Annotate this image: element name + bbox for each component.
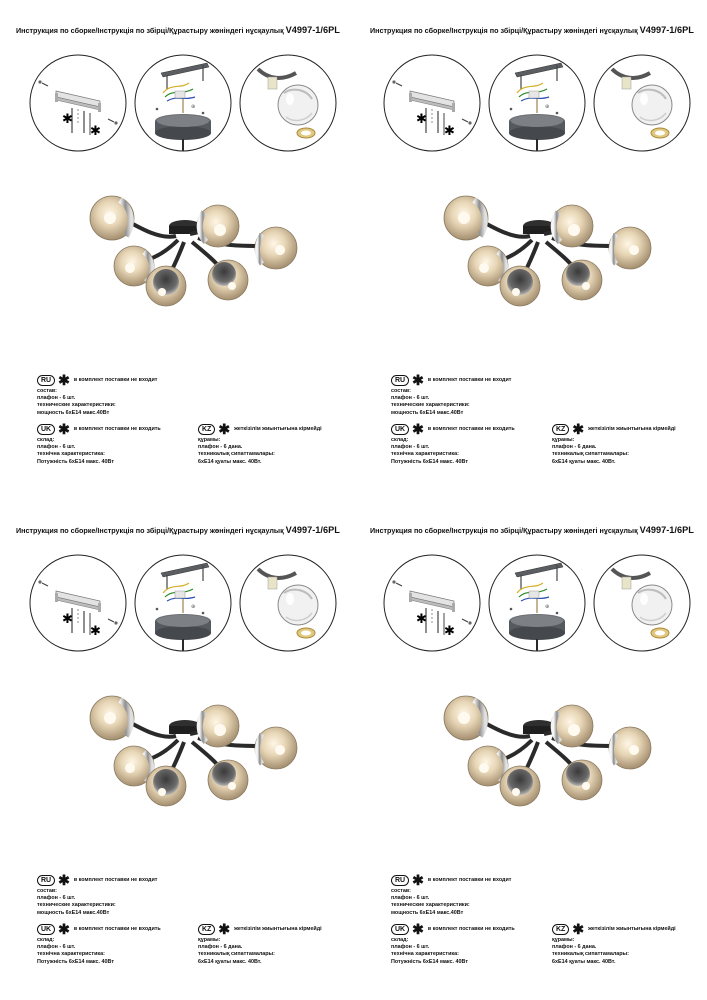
lampshade-globe [609,227,651,269]
spec-line: плафон - 6 шт. [391,395,430,402]
star-mark: ✱ [62,612,73,627]
not-included-note-ru: в комплект поставки не входит [427,376,512,383]
spec-line: плафон - 6 шт. [37,444,76,451]
lampshade-globe [562,760,602,800]
spec-line: Потужність 6хЕ14 макс. 40Вт [37,458,114,465]
star-mark: ✱ [90,124,101,139]
model-number: V4997-1/6PL [285,525,340,535]
panel-title-text: Инструкция по сборке/Інструкція по збірці/Құрастыру жөніндегі нұсқаулық [16,26,286,35]
lampshade-globe [551,205,593,247]
chandelier-illustration [434,690,664,820]
spec-line: склад: [391,937,409,943]
svg-text:⊕: ⊕ [191,604,196,610]
not-included-note-ru: в комплект поставки не входит [427,876,512,883]
language-badge-kz: KZ [198,924,215,935]
language-badge-kz: KZ [552,924,569,935]
not-included-note-kz: жеткізілім жиынтығына кірмейді [234,925,322,932]
spec-line: техникалық сипаттамалары: [198,451,275,458]
step-1-mounting-bracket [28,53,128,153]
language-badge-ru: RU [391,875,409,886]
language-badge-kz: KZ [552,424,569,435]
spec-line: склад: [391,437,409,443]
panel-title [370,25,700,35]
star-mark: ✱ [444,624,455,639]
spec-line: 6хЕ14 қуаты макс. 40Вт. [198,958,262,965]
spec-line: плафон - 6 дана. [198,444,243,451]
spec-block-ru [391,874,511,917]
spec-line: мощность 6хЕ14 макс.40Вт [37,909,110,916]
spec-block-kz [198,423,322,466]
lampshade-globe [255,227,297,269]
lampshade-install-illustration [592,553,692,653]
spec-block-ru [37,874,157,917]
spec-line: технічна характеристика: [37,951,105,958]
spec-line: Потужність 6хЕ14 макс. 40Вт [391,458,468,465]
panel-title-text: Инструкция по сборке/Інструкція по збірці/Құрастыру жөніндегі нұсқаулық [16,526,286,535]
instruction-panel-1 [0,0,353,500]
lampshade-globe [500,266,540,306]
language-badge-uk: UK [37,924,55,935]
spec-line: плафон - 6 шт. [37,895,76,902]
step-3-lampshade-install [238,53,338,153]
spec-line: технические характеристики: [391,902,470,909]
spec-line: мощность 6хЕ14 макс.40Вт [391,909,464,916]
star-icon: ✱ [218,421,231,437]
spec-block-uk [391,423,515,466]
not-included-note-kz: жеткізілім жиынтығына кірмейді [234,425,322,432]
spec-line: Потужність 6хЕ14 макс. 40Вт [391,958,468,965]
star-mark: ✱ [416,612,427,627]
lampshade-globe [146,266,186,306]
language-badge-uk: UK [391,924,409,935]
instruction-panel-3 [0,500,353,1000]
star-mark: ✱ [62,112,73,127]
not-included-note-ru: в комплект поставки не входит [73,876,158,883]
spec-line: технічна характеристика: [37,451,105,458]
spec-block-kz [552,423,676,466]
lampshade-globe [208,260,248,300]
instruction-panel-4 [354,500,707,1000]
star-icon: ✱ [58,372,70,388]
spec-line: 6хЕ14 қуаты макс. 40Вт. [552,958,616,965]
lampshade-globe [255,727,297,769]
step-3-lampshade-install [592,553,692,653]
language-badge-ru: RU [37,875,55,886]
language-badge-ru: RU [391,375,409,386]
lampshade-globe [444,696,488,740]
star-mark: ✱ [90,624,101,639]
star-icon: ✱ [412,421,424,437]
step-1-mounting-bracket [28,553,128,653]
language-badge-kz: KZ [198,424,215,435]
model-number: V4997-1/6PL [639,25,694,35]
spec-line: состав: [37,388,57,394]
step-2-wiring-canopy [487,553,587,653]
not-included-note-ru: в комплект поставки не входит [73,376,158,383]
mounting-bracket-illustration [382,53,482,153]
lampshade-globe [90,696,134,740]
wiring-canopy-illustration [133,553,233,653]
spec-line: мощность 6хЕ14 макс.40Вт [37,409,110,416]
model-number: V4997-1/6PL [285,25,340,35]
not-included-note-uk: в комплект поставки не входить [73,925,161,932]
spec-line: технические характеристики: [391,402,470,409]
star-icon: ✱ [412,372,424,388]
lampshade-install-illustration [238,553,338,653]
spec-line: плафон - 6 шт. [391,944,430,951]
step-1-mounting-bracket [382,553,482,653]
star-icon: ✱ [58,921,70,937]
spec-line: Потужність 6хЕ14 макс. 40Вт [37,958,114,965]
spec-line: склад: [37,437,55,443]
spec-block-ru [391,374,511,417]
language-badge-uk: UK [391,424,409,435]
wiring-canopy-illustration [487,53,587,153]
spec-line: құрамы: [198,937,221,943]
spec-block-ru [37,374,157,417]
spec-line: техникалық сипаттамалары: [552,451,629,458]
spec-line: құрамы: [198,437,221,443]
spec-line: плафон - 6 дана. [198,944,243,951]
mounting-bracket-illustration [28,53,128,153]
star-icon: ✱ [412,872,424,888]
panel-title [16,525,346,535]
spec-line: плафон - 6 дана. [552,944,597,951]
star-icon: ✱ [58,872,70,888]
chandelier-illustration [434,190,664,320]
not-included-note-kz: жеткізілім жиынтығына кірмейді [588,425,676,432]
spec-block-uk [391,923,515,966]
spec-line: плафон - 6 дана. [552,444,597,451]
svg-text:⊕: ⊕ [545,104,550,110]
wiring-canopy-illustration [487,553,587,653]
panel-title-text: Инструкция по сборке/Інструкція по збірці/Құрастыру жөніндегі нұсқаулық [370,526,640,535]
mounting-bracket-illustration [382,553,482,653]
lampshade-globe [562,260,602,300]
lampshade-globe [146,766,186,806]
panel-title [16,25,346,35]
lampshade-globe [197,705,239,747]
lampshade-globe [609,727,651,769]
spec-block-kz [552,923,676,966]
mounting-bracket-illustration [28,553,128,653]
spec-line: плафон - 6 шт. [391,444,430,451]
spec-line: құрамы: [552,437,575,443]
not-included-note-uk: в комплект поставки не входить [427,425,515,432]
lampshade-globe [90,196,134,240]
lampshade-globe [197,205,239,247]
chandelier-illustration [80,190,310,320]
svg-text:⊕: ⊕ [545,604,550,610]
spec-block-uk [37,923,161,966]
step-3-lampshade-install [592,53,692,153]
star-icon: ✱ [412,921,424,937]
lampshade-install-illustration [592,53,692,153]
spec-block-kz [198,923,322,966]
lampshade-globe [500,766,540,806]
step-2-wiring-canopy [133,53,233,153]
spec-line: технические характеристики: [37,902,116,909]
panel-title-text: Инструкция по сборке/Інструкція по збірці/Құрастыру жөніндегі нұсқаулық [370,26,640,35]
step-2-wiring-canopy [133,553,233,653]
spec-line: состав: [391,888,411,894]
chandelier-illustration [80,690,310,820]
spec-line: состав: [37,888,57,894]
spec-line: плафон - 6 шт. [37,944,76,951]
spec-line: состав: [391,388,411,394]
star-mark: ✱ [416,112,427,127]
lampshade-globe [444,196,488,240]
svg-text:⊕: ⊕ [191,104,196,110]
spec-line: техникалық сипаттамалары: [198,951,275,958]
star-icon: ✱ [572,921,585,937]
step-1-mounting-bracket [382,53,482,153]
wiring-canopy-illustration [133,53,233,153]
language-badge-ru: RU [37,375,55,386]
spec-line: технічна характеристика: [391,951,459,958]
spec-line: техникалық сипаттамалары: [552,951,629,958]
language-badge-uk: UK [37,424,55,435]
star-mark: ✱ [444,124,455,139]
star-icon: ✱ [218,921,231,937]
spec-line: 6хЕ14 қуаты макс. 40Вт. [198,458,262,465]
spec-line: 6хЕ14 қуаты макс. 40Вт. [552,458,616,465]
lampshade-globe [208,760,248,800]
model-number: V4997-1/6PL [639,525,694,535]
lampshade-globe [551,705,593,747]
not-included-note-uk: в комплект поставки не входить [73,425,161,432]
star-icon: ✱ [572,421,585,437]
instruction-panel-2 [354,0,707,500]
spec-line: плафон - 6 шт. [391,895,430,902]
lampshade-install-illustration [238,53,338,153]
step-2-wiring-canopy [487,53,587,153]
spec-line: мощность 6хЕ14 макс.40Вт [391,409,464,416]
panel-title [370,525,700,535]
not-included-note-uk: в комплект поставки не входить [427,925,515,932]
step-3-lampshade-install [238,553,338,653]
spec-line: технические характеристики: [37,402,116,409]
spec-line: құрамы: [552,937,575,943]
not-included-note-kz: жеткізілім жиынтығына кірмейді [588,925,676,932]
star-icon: ✱ [58,421,70,437]
spec-line: склад: [37,937,55,943]
spec-block-uk [37,423,161,466]
spec-line: плафон - 6 шт. [37,395,76,402]
spec-line: технічна характеристика: [391,451,459,458]
